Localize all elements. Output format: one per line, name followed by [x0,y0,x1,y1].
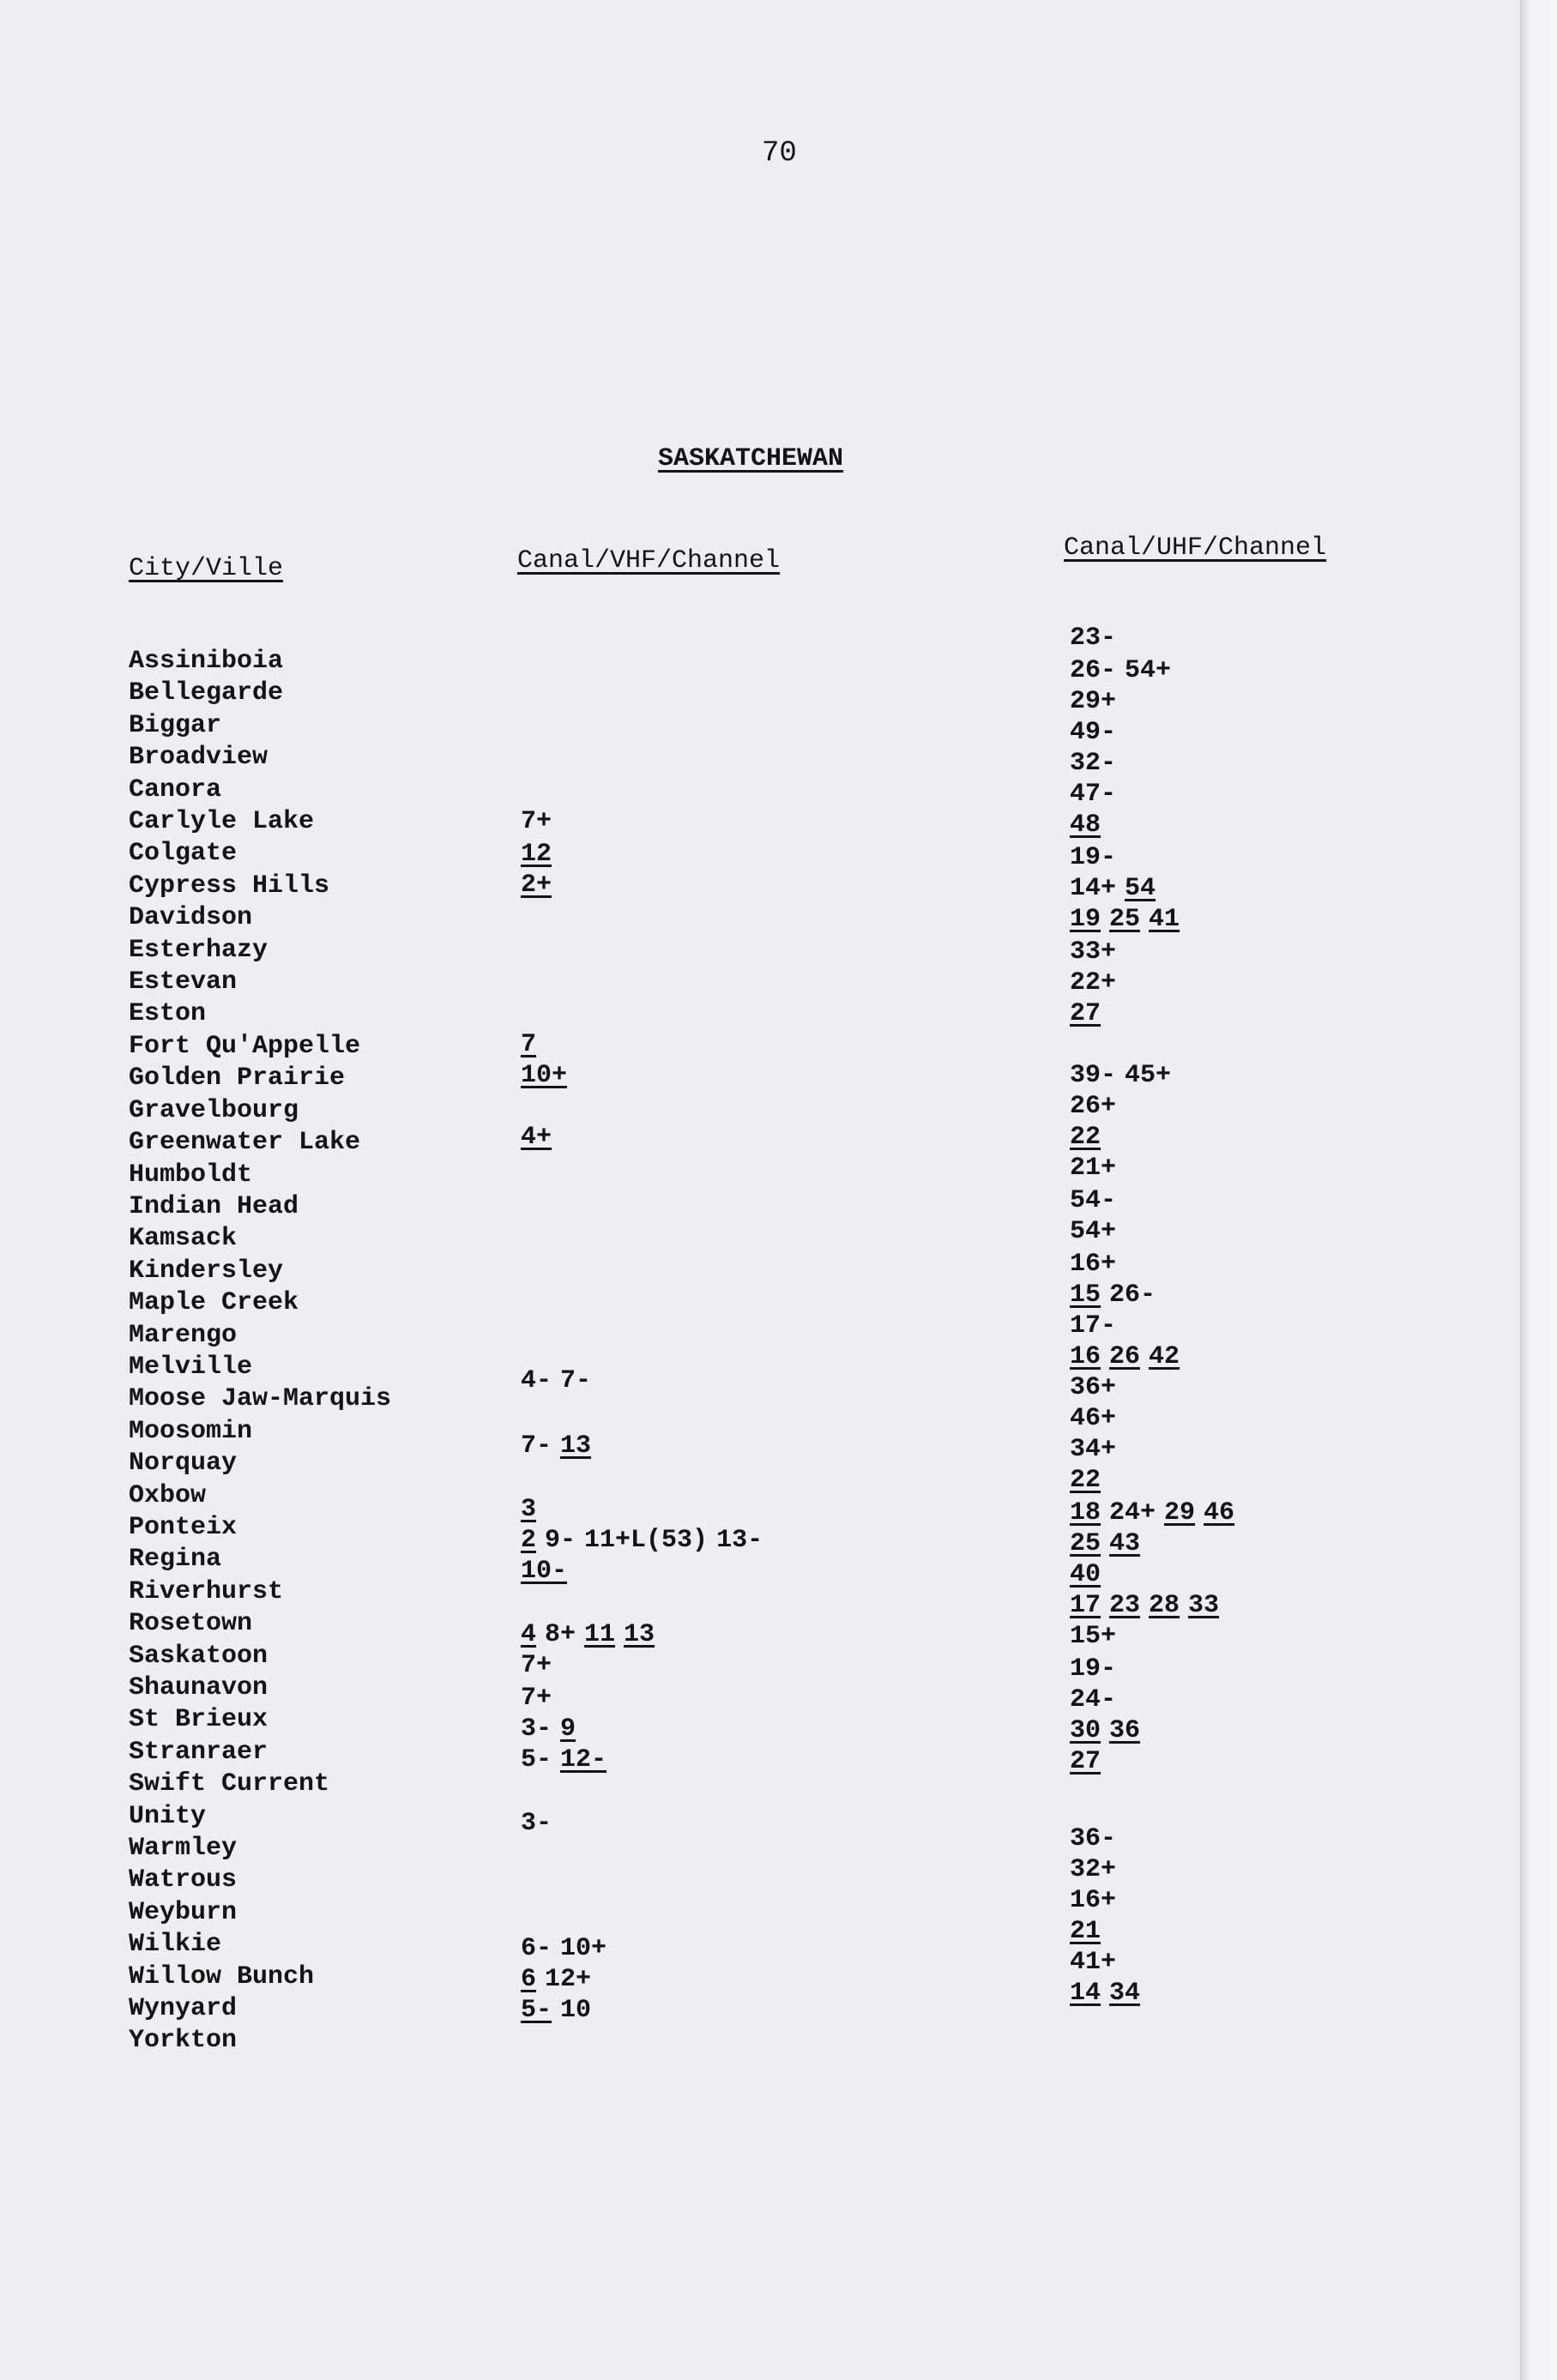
channel-value: 33 [1188,1591,1220,1620]
vhf-entry [521,1995,600,2026]
channel-value: 36- [1070,1824,1117,1853]
vhf-entry [521,1808,560,1839]
channel-value: 29+ [1070,687,1117,716]
channel-value: 10 [560,1996,592,2025]
channel-value: 36+ [1070,1373,1117,1402]
city-name: Golden Prairie [129,1063,346,1094]
channel-value: 12- [560,1745,607,1774]
channel-value: 6- [521,1934,552,1963]
page-title: SASKATCHEWAN [658,444,844,473]
uhf-entry [1070,779,1125,810]
vhf-entry [521,1431,600,1461]
page-edge [1520,0,1557,2380]
channel-value: 13 [560,1431,592,1461]
vhf-entry [521,839,560,870]
city-name: Rosetown [129,1609,253,1639]
city-name: Davidson [129,903,253,933]
channel-value: 7- [560,1366,592,1395]
channel-value: 23 [1109,1591,1141,1620]
channel-value: 10- [521,1557,568,1586]
city-name: Stranraer [129,1737,269,1767]
uhf-entry [1070,810,1109,841]
city-name: Shaunavon [129,1673,269,1702]
city-name: Bellegarde [129,678,284,708]
channel-value: 16 [1070,1342,1101,1371]
channel-value: 22 [1070,1123,1101,1152]
city-name: Moosomin [129,1416,253,1446]
city-name: Estevan [129,967,238,997]
channel-value: 42 [1149,1342,1180,1371]
channel-value: 54- [1070,1186,1117,1215]
city-name: Canora [129,774,222,804]
vhf-entry [521,1122,560,1153]
city-name: Humboldt [129,1160,253,1190]
city-name: Broadview [129,743,269,773]
channel-value: 32+ [1070,1855,1117,1884]
uhf-entry [1070,1978,1149,2009]
vhf-entry [521,1964,600,1995]
uhf-entry [1070,1341,1188,1372]
channel-value: 4- [521,1366,552,1395]
uhf-entry [1070,655,1180,686]
city-name: Fort Qu'Appelle [129,1031,361,1061]
channel-value: 11 [584,1620,616,1649]
city-list [129,646,523,2058]
city-name: Wilkie [129,1930,222,1960]
city-name: Weyburn [129,1897,238,1927]
channel-value: 7+ [521,1651,552,1680]
channel-value: 40 [1070,1560,1101,1589]
uhf-entry [1070,1216,1125,1247]
city-name: Marengo [129,1320,238,1350]
header-uhf: Canal/UHF/Channel [1064,533,1327,563]
uhf-entry [1070,1916,1109,1947]
city-name: Willow Bunch [129,1961,315,1991]
channel-value: 7 [521,1030,537,1059]
uhf-entry [1070,1465,1109,1496]
channel-value: 17 [1070,1591,1101,1620]
channel-value: 9- [545,1526,576,1555]
vhf-entry [521,1933,615,1964]
city-name: Biggar [129,710,222,740]
channel-value: 39- [1070,1061,1117,1090]
channel-value: 46+ [1070,1404,1117,1433]
uhf-entry [1070,1621,1125,1652]
uhf-entry [1070,1559,1109,1590]
vhf-entry [521,806,560,837]
vhf-entry [521,1494,545,1525]
city-name: Warmley [129,1834,238,1864]
channel-value: 41+ [1070,1948,1117,1977]
city-name: St Brieux [129,1705,269,1735]
uhf-entry [1070,1372,1125,1403]
channel-value: 11+L(53) [584,1526,709,1555]
uhf-entry [1070,717,1125,748]
uhf-entry [1070,1434,1125,1465]
channel-value: 26 [1109,1342,1141,1371]
channel-value: 24- [1070,1685,1117,1714]
city-name: Eston [129,999,207,1029]
channel-value: 2+ [521,871,552,900]
vhf-entry [521,1060,576,1091]
channel-value: 27 [1070,1747,1101,1776]
city-name: Kindersley [129,1256,284,1286]
channel-value: 17- [1070,1311,1117,1341]
channel-value: 27 [1070,999,1101,1028]
channel-value: 13- [716,1526,763,1555]
uhf-entry [1070,1060,1180,1091]
channel-value: 49- [1070,718,1117,747]
city-name: Riverhurst [129,1576,284,1606]
city-name: Indian Head [129,1191,299,1221]
channel-value: 25 [1109,905,1141,934]
city-name: Ponteix [129,1512,238,1542]
uhf-entry [1070,1280,1164,1311]
city-name: Melville [129,1352,253,1382]
channel-value: 3- [521,1809,552,1838]
channel-value: 23- [1070,624,1117,653]
channel-value: 9 [560,1714,576,1744]
channel-value: 36 [1109,1716,1141,1745]
uhf-entry [1070,1854,1125,1885]
city-name: Wynyard [129,1994,238,2024]
header-vhf: Canal/VHF/Channel [517,546,781,575]
city-name: Unity [129,1801,207,1831]
channel-value: 26- [1109,1280,1156,1310]
page-number: 70 [762,137,797,170]
channel-value: 3- [521,1714,552,1744]
channel-value: 5- [521,1996,552,2025]
channel-value: 7- [521,1431,552,1461]
city-name: Watrous [129,1865,238,1895]
uhf-entry [1070,1654,1125,1684]
uhf-entry [1070,998,1109,1029]
channel-value: 54 [1125,874,1156,903]
city-name: Yorkton [129,2026,238,2056]
uhf-entry [1070,623,1125,654]
channel-value: 7+ [521,807,552,836]
city-name: Cypress Hills [129,871,330,901]
uhf-entry [1070,1311,1125,1341]
channel-value: 12 [521,840,552,869]
channel-value: 45+ [1125,1061,1172,1090]
city-name: Norquay [129,1449,238,1479]
vhf-entry [521,1744,615,1775]
vhf-entry [521,1683,560,1714]
channel-value: 12+ [545,1965,592,1994]
uhf-entry [1070,1497,1243,1528]
uhf-entry [1070,748,1125,779]
uhf-entry [1070,1122,1109,1153]
channel-value: 25 [1070,1529,1101,1558]
channel-value: 30 [1070,1716,1101,1745]
channel-value: 13 [624,1620,655,1649]
channel-value: 6 [521,1965,537,1994]
vhf-entry [521,1556,576,1587]
channel-value: 2 [521,1526,537,1555]
uhf-entry [1070,873,1164,904]
channel-value: 26+ [1070,1092,1117,1121]
channel-value: 3 [521,1495,537,1524]
channel-value: 54+ [1125,656,1172,685]
channel-value: 21+ [1070,1154,1117,1183]
channel-value: 16+ [1070,1886,1117,1915]
uhf-entry [1070,1715,1149,1746]
channel-value: 26- [1070,656,1117,685]
channel-value: 33+ [1070,937,1117,967]
uhf-entry [1070,1746,1109,1777]
channel-value: 47- [1070,780,1117,809]
channel-value: 15 [1070,1280,1101,1310]
city-name: Carlyle Lake [129,807,315,837]
channel-value: 34 [1109,1979,1141,2008]
channel-value: 29 [1164,1498,1196,1527]
channel-value: 5- [521,1745,552,1774]
uhf-entry [1070,1091,1125,1122]
channel-value: 16+ [1070,1250,1117,1279]
city-name: Kamsack [129,1224,238,1254]
vhf-entry [521,1029,545,1060]
uhf-entry [1070,1403,1125,1434]
city-name: Saskatoon [129,1641,269,1671]
vhf-entry [521,1525,771,1556]
uhf-entry [1070,1249,1125,1280]
uhf-entry [1070,1947,1125,1978]
channel-value: 8+ [545,1620,576,1649]
vhf-entry [521,1619,663,1650]
channel-value: 54+ [1070,1217,1117,1246]
channel-value: 24+ [1109,1498,1156,1527]
uhf-entry [1070,1684,1125,1715]
uhf-entry [1070,1590,1228,1621]
city-name: Greenwater Lake [129,1128,361,1158]
channel-value: 28 [1149,1591,1180,1620]
city-name: Regina [129,1545,222,1575]
vhf-entry [521,1365,600,1396]
header-city: City/Ville [129,554,284,583]
channel-value: 14+ [1070,874,1117,903]
vhf-entry [521,1714,584,1744]
uhf-entry [1070,1528,1149,1559]
channel-value: 43 [1109,1529,1141,1558]
uhf-entry [1070,937,1125,967]
channel-value: 48 [1070,810,1101,840]
channel-value: 18 [1070,1498,1101,1527]
channel-value: 19- [1070,843,1117,872]
uhf-entry [1070,1885,1125,1916]
uhf-entry [1070,842,1125,873]
city-name: Gravelbourg [129,1095,299,1125]
city-name: Swift Current [129,1769,330,1799]
channel-value: 15+ [1070,1622,1117,1651]
channel-value: 46 [1204,1498,1235,1527]
channel-value: 21 [1070,1917,1101,1946]
channel-value: 22 [1070,1466,1101,1495]
city-name: Moose Jaw-Marquis [129,1384,392,1414]
channel-value: 32- [1070,749,1117,778]
uhf-entry [1070,967,1125,998]
channel-value: 19- [1070,1654,1117,1684]
channel-value: 19 [1070,905,1101,934]
uhf-entry [1070,1823,1125,1854]
uhf-entry [1070,1153,1125,1184]
channel-value: 41 [1149,905,1180,934]
uhf-entry [1070,686,1125,717]
channel-value: 4+ [521,1123,552,1152]
vhf-entry [521,1650,560,1681]
channel-value: 4 [521,1620,537,1649]
city-name: Oxbow [129,1480,207,1510]
city-name: Maple Creek [129,1288,299,1318]
city-name: Assiniboia [129,647,284,676]
channel-value: 14 [1070,1979,1101,2008]
channel-value: 10+ [560,1934,607,1963]
channel-value: 34+ [1070,1435,1117,1464]
channel-value: 10+ [521,1061,568,1090]
channel-value: 22+ [1070,968,1117,997]
uhf-entry [1070,904,1188,935]
vhf-entry [521,870,560,901]
city-name: Colgate [129,839,238,869]
uhf-entry [1070,1185,1125,1216]
channel-value: 7+ [521,1684,552,1713]
city-name: Esterhazy [129,935,269,965]
